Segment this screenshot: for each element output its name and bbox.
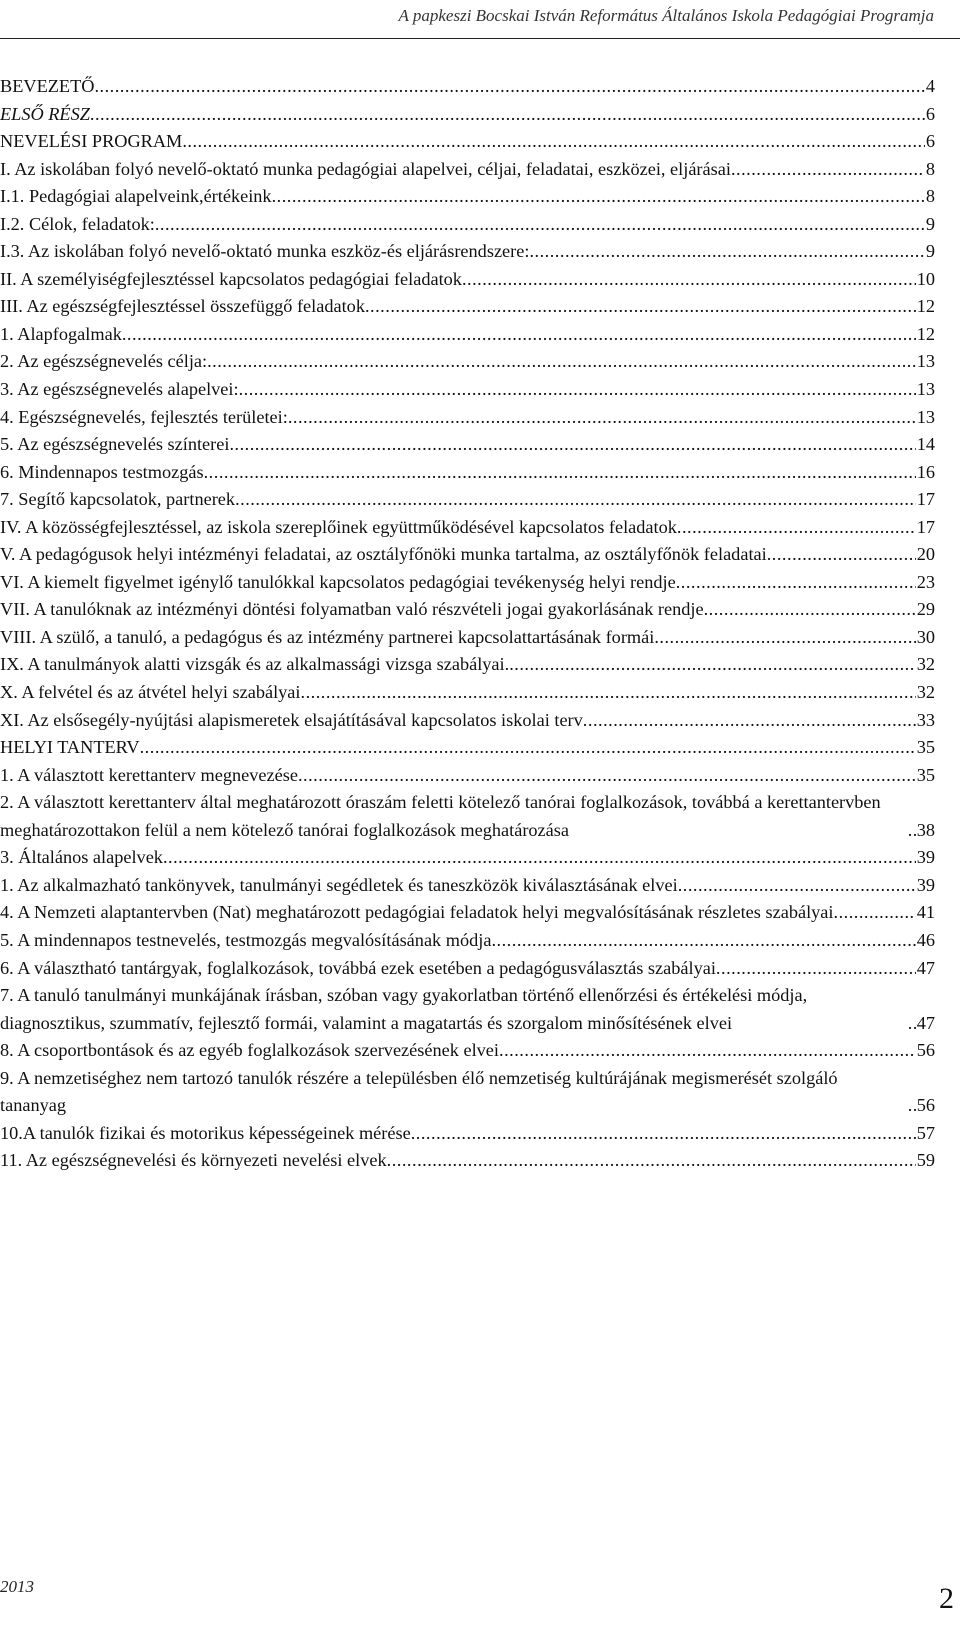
- toc-dot-leader: [704, 596, 916, 624]
- footer-page-number: 2: [939, 1582, 954, 1615]
- toc-entry[interactable]: [0, 762, 935, 790]
- toc-entry-page-number: 4: [925, 76, 935, 96]
- toc-entry-page-number: 13: [916, 351, 935, 372]
- toc-dot-leader: [207, 348, 916, 376]
- toc-entry-title: IX. A tanulmányok alatti vizsgák és az alkalmassági vizsga szabályai.: [0, 654, 510, 675]
- toc-entry-page-number: 57: [916, 1122, 935, 1143]
- footer-year: 2013: [0, 1577, 34, 1596]
- toc-entry[interactable]: [0, 872, 935, 900]
- toc-entry[interactable]: [0, 541, 935, 569]
- toc-entry[interactable]: [0, 431, 935, 459]
- toc-entry[interactable]: [0, 679, 935, 707]
- toc-entry-page-number: 12: [916, 323, 935, 344]
- toc-entry[interactable]: [0, 1147, 935, 1175]
- toc-entry[interactable]: [0, 211, 935, 239]
- toc-entry-title: 2. Az egészségnevelés célja:: [0, 351, 208, 372]
- toc-entry-title: V. A pedagógusok helyi intézményi feladatai, az osztályfőnöki munka tartalma, az osztályfőnök feladatai: [0, 544, 767, 565]
- toc-dot-leader: [676, 569, 916, 597]
- toc-entry-title: 4. A Nemzeti alaptantervben (Nat) meghatározott pedagógiai feladatok helyi megvalósításának részletes szabályai: [0, 902, 834, 923]
- toc-entry-title: X. A felvétel és az átvétel helyi szabályai: [0, 682, 301, 703]
- toc-dot-leader: [140, 734, 916, 762]
- toc-entry-page-number: 8: [925, 158, 935, 179]
- toc-entry[interactable]: [0, 955, 935, 983]
- toc-dot-leader: [411, 1120, 916, 1148]
- toc-entry-title: 4. Egészségnevelés, fejlesztés területei:: [0, 406, 288, 427]
- toc-entry-page-number: 46: [916, 929, 935, 950]
- toc-entry[interactable]: [0, 624, 935, 652]
- toc-entry-page-number: 29: [916, 599, 935, 620]
- toc-entry-title: I.1. Pedagógiai alapelveink,értékeink: [0, 186, 272, 207]
- toc-entry-page-number: 8: [925, 186, 935, 207]
- toc-entry[interactable]: [0, 101, 935, 129]
- toc-dot-leader: [94, 73, 924, 101]
- toc-entry-title: 3. Az egészségnevelés alapelvei:: [0, 379, 239, 400]
- toc-dot-leader: [908, 1092, 916, 1120]
- toc-entry-title: HELYI TANTERV: [0, 737, 140, 758]
- toc-entry-title: 7. A tanuló tanulmányi munkájának írásban, szóban vagy gyakorlatban történő ellenőrzési és értékelési módja, diagnosztikus, szummatív, fejlesztő formái, valamint a magatartás és szorgalom minősítésének elvei: [0, 985, 808, 1033]
- toc-entry-title: 1. A választott kerettanterv megnevezése: [0, 764, 298, 785]
- toc-entry-title: VII. A tanulóknak az intézményi döntési folyamatban való részvételi jogai gyakorlásának rendje: [0, 599, 704, 620]
- toc-entry-title: VIII. A szülő, a tanuló, a pedagógus és az intézmény partnerei kapcsolattartásának formái: [0, 626, 655, 647]
- toc-entry-page-number: 13: [916, 379, 935, 400]
- toc-entry-title: 5. A mindennapos testnevelés, testmozgás megvalósításának módja: [0, 929, 492, 950]
- toc-dot-leader: [155, 211, 925, 239]
- toc-entry[interactable]: [0, 459, 935, 487]
- toc-entry-page-number: 20: [916, 544, 935, 565]
- toc-entry[interactable]: [0, 982, 935, 1037]
- toc-dot-leader: [716, 955, 916, 983]
- toc-entry[interactable]: [0, 569, 935, 597]
- toc-entry-title: 3. Általános alapelvek: [0, 847, 163, 868]
- toc-entry[interactable]: [0, 514, 935, 542]
- toc-entry-page-number: 32: [916, 682, 935, 703]
- toc-entry[interactable]: [0, 651, 935, 679]
- toc-entry-title: 8. A csoportbontások és az egyéb foglalkozások szervezésének elvei: [0, 1040, 500, 1061]
- toc-entry[interactable]: [0, 183, 935, 211]
- toc-dot-leader: [583, 707, 916, 735]
- toc-entry[interactable]: [0, 128, 935, 156]
- toc-entry-page-number: 32: [916, 654, 935, 675]
- toc-dot-leader: [239, 376, 916, 404]
- toc-entry-title: 6. A választható tantárgyak, foglalkozások, továbbá ezek esetében a pedagógusválasztás szabályai: [0, 957, 716, 978]
- toc-entry-title: 7. Segítő kapcsolatok, partnerek: [0, 489, 236, 510]
- toc-entry-page-number: 39: [916, 874, 935, 895]
- toc-entry-page-number: 47: [916, 957, 935, 978]
- toc-entry-page-number: 9: [925, 213, 935, 234]
- toc-dot-leader: [229, 431, 915, 459]
- toc-dot-leader: [908, 1010, 916, 1038]
- toc-dot-leader: [163, 844, 916, 872]
- toc-entry[interactable]: [0, 266, 935, 294]
- toc-entry[interactable]: [0, 238, 935, 266]
- toc-dot-leader: [182, 128, 925, 156]
- toc-entry-page-number: 39: [916, 847, 935, 868]
- toc-entry-page-number: 16: [916, 461, 935, 482]
- toc-dot-leader: [908, 817, 916, 845]
- toc-entry-title: NEVELÉSI PROGRAM: [0, 131, 183, 152]
- toc-entry[interactable]: [0, 156, 935, 184]
- toc-entry-page-number: 12: [916, 296, 935, 317]
- toc-entry-page-number: 56: [916, 1040, 935, 1061]
- toc-entry-title: II. A személyiségfejlesztéssel kapcsolatos pedagógiai feladatok: [0, 268, 462, 289]
- toc-entry-title: I. Az iskolában folyó nevelő-oktató munka pedagógiai alapelvei, céljai, feladatai, eszközei, eljárásai: [0, 158, 731, 179]
- toc-entry[interactable]: [0, 1120, 935, 1148]
- toc-entry-title: 6. Mindennapos testmozgás: [0, 461, 204, 482]
- toc-entry-page-number: 13: [916, 406, 935, 427]
- toc-entry-title: 1. Az alkalmazható tankönyvek, tanulmányi segédletek és taneszközök kiválasztásának elvei: [0, 874, 678, 895]
- toc-entry[interactable]: [0, 1065, 935, 1120]
- toc-entry-page-number: 59: [916, 1150, 935, 1171]
- toc-entry-page-number: 30: [916, 626, 935, 647]
- toc-entry-page-number: 9: [925, 241, 935, 262]
- toc-entry[interactable]: [0, 321, 935, 349]
- toc-entry-title: III. Az egészségfejlesztéssel összefüggő feladatok: [0, 296, 365, 317]
- toc-dot-leader: [122, 321, 916, 349]
- toc-entry-page-number: 6: [925, 131, 935, 152]
- toc-entry-title: VI. A kiemelt figyelmet igénylő tanulókkal kapcsolatos pedagógiai tevékenység helyi rendje: [0, 571, 676, 592]
- toc-dot-leader: [509, 651, 916, 679]
- toc-entry-page-number: 17: [916, 516, 935, 537]
- toc-entry[interactable]: [0, 404, 935, 432]
- toc-entry-page-number: 33: [916, 709, 935, 730]
- toc-entry-page-number: 23: [916, 571, 935, 592]
- toc-entry-page-number: 17: [916, 489, 935, 510]
- toc-entry-page-number: 10: [916, 268, 935, 289]
- toc-entry[interactable]: [0, 293, 935, 321]
- toc-entry[interactable]: [0, 734, 935, 762]
- toc-entry-page-number: 6: [925, 103, 935, 124]
- toc-dot-leader: [204, 459, 916, 487]
- toc-dot-leader: [387, 1147, 916, 1175]
- toc-entry[interactable]: [0, 844, 935, 872]
- toc-dot-leader: [365, 293, 916, 321]
- toc-entry-page-number: 56: [916, 1095, 935, 1116]
- toc-entry[interactable]: [0, 1037, 935, 1065]
- toc-dot-leader: [499, 1037, 916, 1065]
- toc-dot-leader: [678, 872, 916, 900]
- toc-entry[interactable]: [0, 73, 935, 101]
- toc-dot-leader: [529, 238, 924, 266]
- toc-entry-title: 11. Az egészségnevelési és környezeti nevelési elvek: [0, 1150, 387, 1171]
- toc-entry[interactable]: [0, 789, 935, 844]
- toc-dot-leader: [301, 679, 916, 707]
- toc-entry-page-number: 47: [916, 1012, 935, 1033]
- toc-dot-leader: [731, 156, 925, 184]
- toc-entry-page-number: 14: [916, 434, 935, 455]
- toc-entry[interactable]: [0, 596, 935, 624]
- toc-dot-leader: [767, 541, 916, 569]
- toc-dot-leader: [235, 486, 916, 514]
- toc-entry[interactable]: [0, 376, 935, 404]
- toc-entry-title: ELSŐ RÉSZ: [0, 103, 90, 124]
- toc-dot-leader: [677, 514, 916, 542]
- toc-entry-title: 10.A tanulók fizikai és motorikus képességeinek mérése: [0, 1122, 411, 1143]
- document-header-title: A papkeszi Bocskai István Református Általános Iskola Pedagógiai Programja: [398, 6, 934, 25]
- toc-entry-page-number: 35: [916, 764, 935, 785]
- toc-entry-title: BEVEZETŐ: [0, 76, 95, 96]
- toc-dot-leader: [288, 404, 916, 432]
- toc-entry-title: IV. A közösségfejlesztéssel, az iskola szereplőinek együttműködésével kapcsolatos feladatok: [0, 516, 677, 537]
- toc-dot-leader: [298, 762, 916, 790]
- toc-entry-page-number: 38: [916, 819, 935, 840]
- toc-entry[interactable]: [0, 348, 935, 376]
- toc-entry[interactable]: [0, 707, 935, 735]
- toc-entry[interactable]: [0, 927, 935, 955]
- toc-dot-leader: [272, 183, 925, 211]
- toc-entry-title: I.2. Célok, feladatok:: [0, 213, 155, 234]
- toc-entry-title: 9. A nemzetiséghez nem tartozó tanulók részére a településben élő nemzetiség kultúrájának megismerését szolgáló tananyag: [0, 1067, 838, 1116]
- toc-dot-leader: [462, 266, 916, 294]
- toc-entry-title: I.3. Az iskolában folyó nevelő-oktató munka eszköz-és eljárásrendszere:: [0, 241, 530, 262]
- toc-dot-leader: [834, 899, 916, 927]
- toc-dot-leader: [491, 927, 915, 955]
- table-of-contents: [0, 73, 935, 1175]
- toc-entry-page-number: 41: [916, 902, 935, 923]
- toc-dot-leader: [654, 624, 915, 652]
- toc-dot-leader: [90, 101, 925, 129]
- toc-entry-page-number: 35: [916, 737, 935, 758]
- toc-entry-title: 5. Az egészségnevelés színterei: [0, 434, 230, 455]
- toc-entry-title: XI. Az elsősegély-nyújtási alapismeretek elsajátításával kapcsolatos iskolai terv: [0, 709, 583, 730]
- toc-entry-title: 1. Alapfogalmak: [0, 323, 122, 344]
- header-divider: [0, 38, 960, 39]
- toc-entry-title: 2. A választott kerettanterv által meghatározott óraszám feletti kötelező tanórai foglalkozások, továbbá a kerettantervben meghatározottakon felül a nem kötelező tanórai foglalkozások meghatározása: [0, 792, 881, 840]
- toc-entry[interactable]: [0, 486, 935, 514]
- toc-entry[interactable]: [0, 899, 935, 927]
